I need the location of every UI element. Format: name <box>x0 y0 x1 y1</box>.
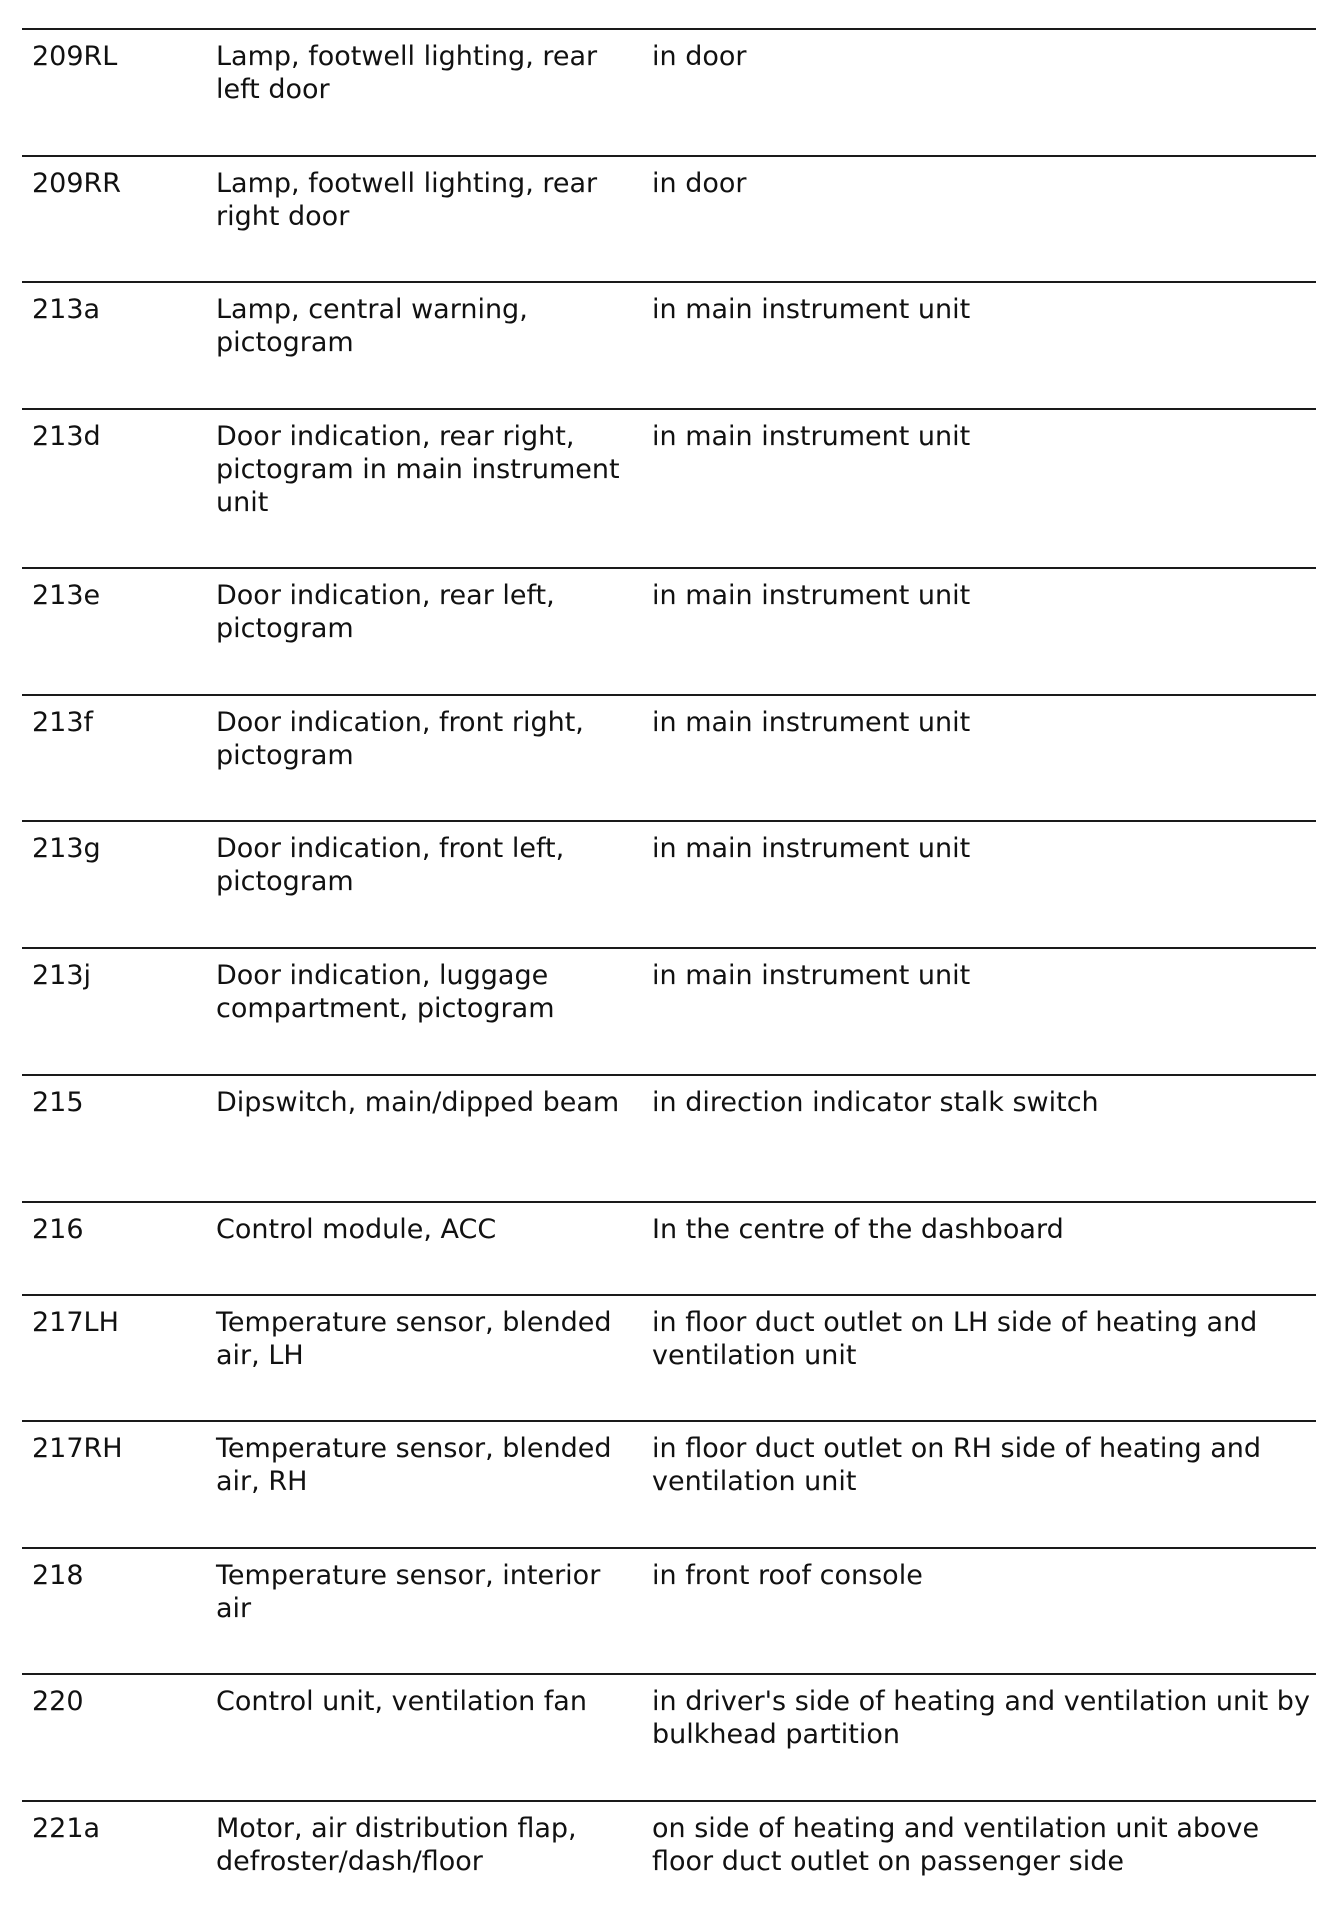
component-location: in main instrument unit <box>652 580 971 611</box>
component-code: 213f <box>32 707 94 738</box>
component-description: Door indication, front left, pictogram <box>216 833 565 897</box>
table-row <box>22 567 1316 694</box>
table-row <box>22 1673 1316 1800</box>
component-description: Lamp, footwell lighting, rear right door <box>216 168 598 232</box>
component-location: in direction indicator stalk switch <box>652 1087 1099 1118</box>
component-location: in main instrument unit <box>652 707 971 738</box>
table-row <box>22 1420 1316 1547</box>
component-location: in main instrument unit <box>652 421 971 452</box>
component-description: Door indication, luggage compartment, pictogram <box>216 960 555 1024</box>
component-location: in main instrument unit <box>652 294 971 325</box>
component-location: in front roof console <box>652 1560 923 1591</box>
component-location: in main instrument unit <box>652 960 971 991</box>
table-row <box>22 1547 1316 1673</box>
component-description: Temperature sensor, blended air, LH <box>216 1307 612 1371</box>
component-location: in driver's side of heating and ventilation unit by bulkhead partition <box>652 1686 1310 1750</box>
table-row <box>22 947 1316 1074</box>
table-row <box>22 1294 1316 1420</box>
component-description: Control module, ACC <box>216 1214 497 1245</box>
component-location: in main instrument unit <box>652 833 971 864</box>
component-code: 213d <box>32 421 101 452</box>
component-location: in floor duct outlet on LH side of heating and ventilation unit <box>652 1307 1258 1371</box>
table-row <box>22 820 1316 947</box>
component-description: Door indication, front right, pictogram <box>216 707 584 771</box>
component-location: in door <box>652 168 747 199</box>
component-code: 213a <box>32 294 101 325</box>
component-description: Lamp, footwell lighting, rear left door <box>216 41 598 105</box>
component-description: Control unit, ventilation fan <box>216 1686 587 1717</box>
component-code: 213j <box>32 960 92 991</box>
component-code: 217LH <box>32 1307 119 1338</box>
table-row <box>22 281 1316 408</box>
component-code: 216 <box>32 1214 84 1245</box>
component-code: 217RH <box>32 1433 123 1464</box>
component-location: in floor duct outlet on RH side of heating and ventilation unit <box>652 1433 1262 1497</box>
components-table <box>22 28 1316 1912</box>
component-location: on side of heating and ventilation unit above floor duct outlet on passenger side <box>652 1813 1260 1877</box>
component-code: 221a <box>32 1813 101 1844</box>
component-code: 209RL <box>32 41 118 72</box>
component-code: 213g <box>32 833 101 864</box>
component-code: 209RR <box>32 168 122 199</box>
component-description: Door indication, rear right, pictogram in main instrument unit <box>216 421 620 518</box>
component-description: Motor, air distribution flap, defroster/dash/floor <box>216 1813 577 1877</box>
component-location: In the centre of the dashboard <box>652 1214 1064 1245</box>
table-row <box>22 1201 1316 1294</box>
table-row <box>22 28 1316 155</box>
component-description: Lamp, central warning, pictogram <box>216 294 528 358</box>
component-code: 213e <box>32 580 101 611</box>
table-row <box>22 155 1316 281</box>
component-location: in door <box>652 41 747 72</box>
component-code: 215 <box>32 1087 84 1118</box>
component-description: Temperature sensor, blended air, RH <box>216 1433 612 1497</box>
component-description: Dipswitch, main/dipped beam <box>216 1087 620 1118</box>
table-row <box>22 694 1316 820</box>
component-code: 220 <box>32 1686 84 1717</box>
component-description: Door indication, rear left, pictogram <box>216 580 555 644</box>
component-code: 218 <box>32 1560 84 1591</box>
table-row <box>22 1074 1316 1201</box>
table-row <box>22 408 1316 567</box>
component-description: Temperature sensor, interior air <box>216 1560 601 1624</box>
table-row <box>22 1800 1316 1912</box>
